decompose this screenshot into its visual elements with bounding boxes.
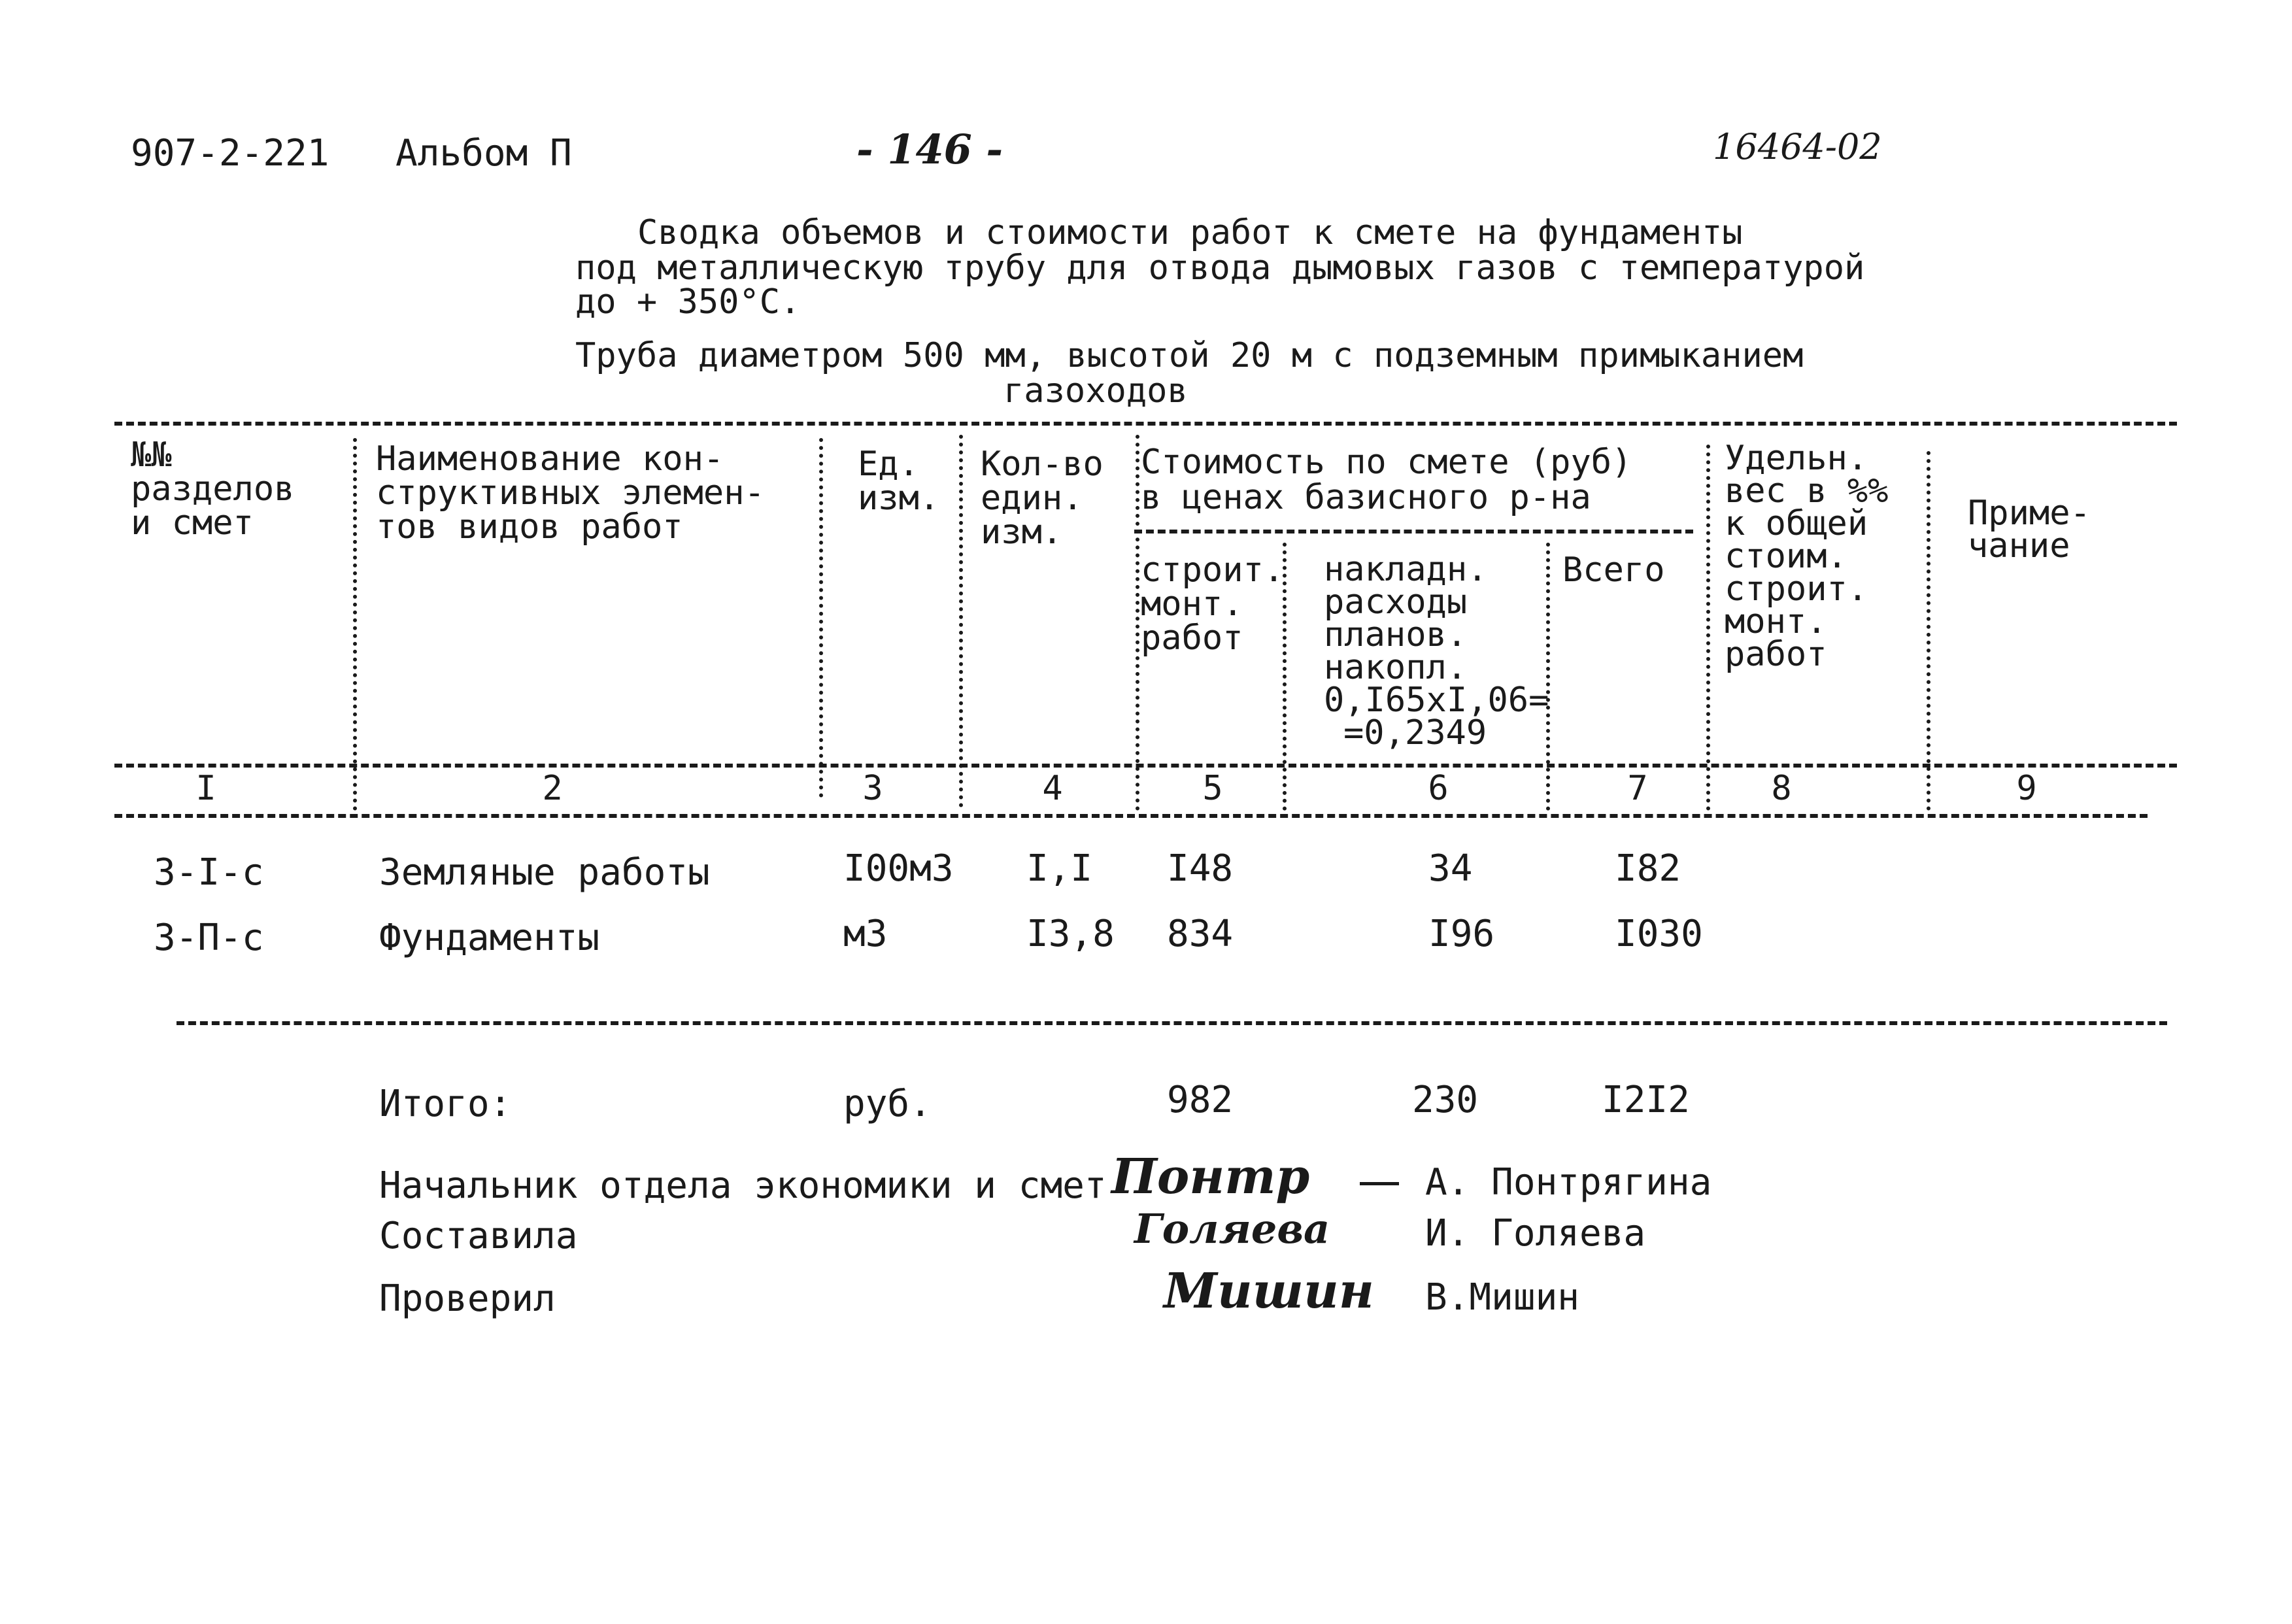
signer-name: А. Понтрягина	[1425, 1161, 1712, 1204]
title-line-2: под металлическую трубу для отвода дымовых газов с температурой	[575, 248, 1865, 288]
column-number: 3	[862, 769, 883, 808]
column-number: 4	[1042, 769, 1063, 808]
row-unit: м3	[843, 913, 888, 955]
title-line-1: Сводка объемов и стоимости работ к смете на фундаменты	[637, 213, 1743, 252]
signer-role: Проверил	[379, 1277, 556, 1320]
handwritten-signature: Понтр	[1111, 1149, 1310, 1205]
signer-name: И. Голяева	[1425, 1212, 1646, 1255]
row-unit: I00м3	[843, 847, 954, 890]
row-total: I82	[1615, 847, 1681, 890]
total-overhead: 230	[1412, 1079, 1479, 1121]
row-name: Фундаменты	[379, 917, 600, 959]
signer-role: Начальник отдела экономики и смет	[379, 1164, 1107, 1207]
row-code: 3-П-с	[154, 917, 264, 959]
header-col-5: строит. монт. работ	[1141, 550, 1285, 658]
column-separator	[353, 438, 357, 811]
column-number: 5	[1202, 769, 1223, 808]
header-col-6: накладн. расходы планов. накопл. 0,I65xI,06= =0,2349	[1324, 550, 1549, 753]
handwritten-signature: Голяева	[1134, 1205, 1330, 1253]
column-number: I	[195, 769, 216, 808]
row-overhead: I96	[1428, 913, 1495, 955]
page-number: - 146 -	[856, 126, 1003, 173]
column-number: 6	[1428, 769, 1449, 808]
signer-name: В.Мишин	[1425, 1276, 1580, 1319]
body-bottom-rule	[177, 1021, 2167, 1025]
signature-dash	[1360, 1182, 1399, 1185]
total-sum: I2I2	[1602, 1079, 1690, 1121]
subtitle-line-1: Труба диаметром 500 мм, высотой 20 м с подземным примыканием	[575, 336, 1804, 375]
column-separator	[1927, 451, 1930, 811]
row-code: 3-I-с	[154, 851, 264, 894]
header-col-2: Наименование кон- структивных элемен- тов видов работ	[376, 439, 765, 547]
signer-role: Составила	[379, 1215, 578, 1257]
row-construction-cost: 834	[1167, 913, 1234, 955]
header-col-1: №№ разделов и смет	[131, 435, 295, 543]
header-bottom-rule	[114, 764, 2177, 768]
column-number: 7	[1627, 769, 1648, 808]
row-name: Земляные работы	[379, 851, 710, 894]
cost-group-rule	[1134, 530, 1693, 533]
subtitle-line-2: газоходов	[1003, 371, 1188, 411]
column-number: 9	[2016, 769, 2037, 808]
archive-number: 16464-02	[1713, 126, 1882, 167]
column-numbers-rule	[114, 814, 2148, 818]
total-unit: руб.	[843, 1083, 932, 1125]
table-top-rule	[114, 422, 2177, 426]
column-separator	[819, 438, 823, 798]
title-line-3: до + 350°С.	[575, 282, 801, 322]
row-qty: I,I	[1026, 847, 1093, 890]
header-col-3: Ед. изм.	[858, 445, 940, 518]
total-construction-cost: 982	[1167, 1079, 1234, 1121]
header-col-9: Приме- чание	[1968, 494, 2091, 566]
row-construction-cost: I48	[1167, 847, 1234, 890]
header-col-7: Всего	[1562, 550, 1665, 590]
row-qty: I3,8	[1026, 913, 1115, 955]
row-overhead: 34	[1428, 847, 1473, 890]
column-separator	[1136, 435, 1139, 811]
column-number: 8	[1771, 769, 1792, 808]
total-label: Итого:	[379, 1083, 512, 1125]
header-col-4: Кол-во един. изм.	[981, 445, 1104, 552]
header-col-8: Удельн. вес в %% к общей стоим. строит. монт. работ	[1725, 439, 1889, 674]
row-total: I030	[1615, 913, 1703, 955]
handwritten-signature: Мишин	[1164, 1263, 1374, 1319]
column-separator	[959, 435, 963, 807]
column-separator	[1706, 445, 1710, 811]
header-cost-group: Стоимость по смете (руб) в ценах базисного р-на	[1141, 443, 1632, 517]
album-label: Альбом П	[396, 132, 572, 175]
doc-code: 907-2-221	[131, 132, 329, 175]
column-number: 2	[542, 769, 563, 808]
